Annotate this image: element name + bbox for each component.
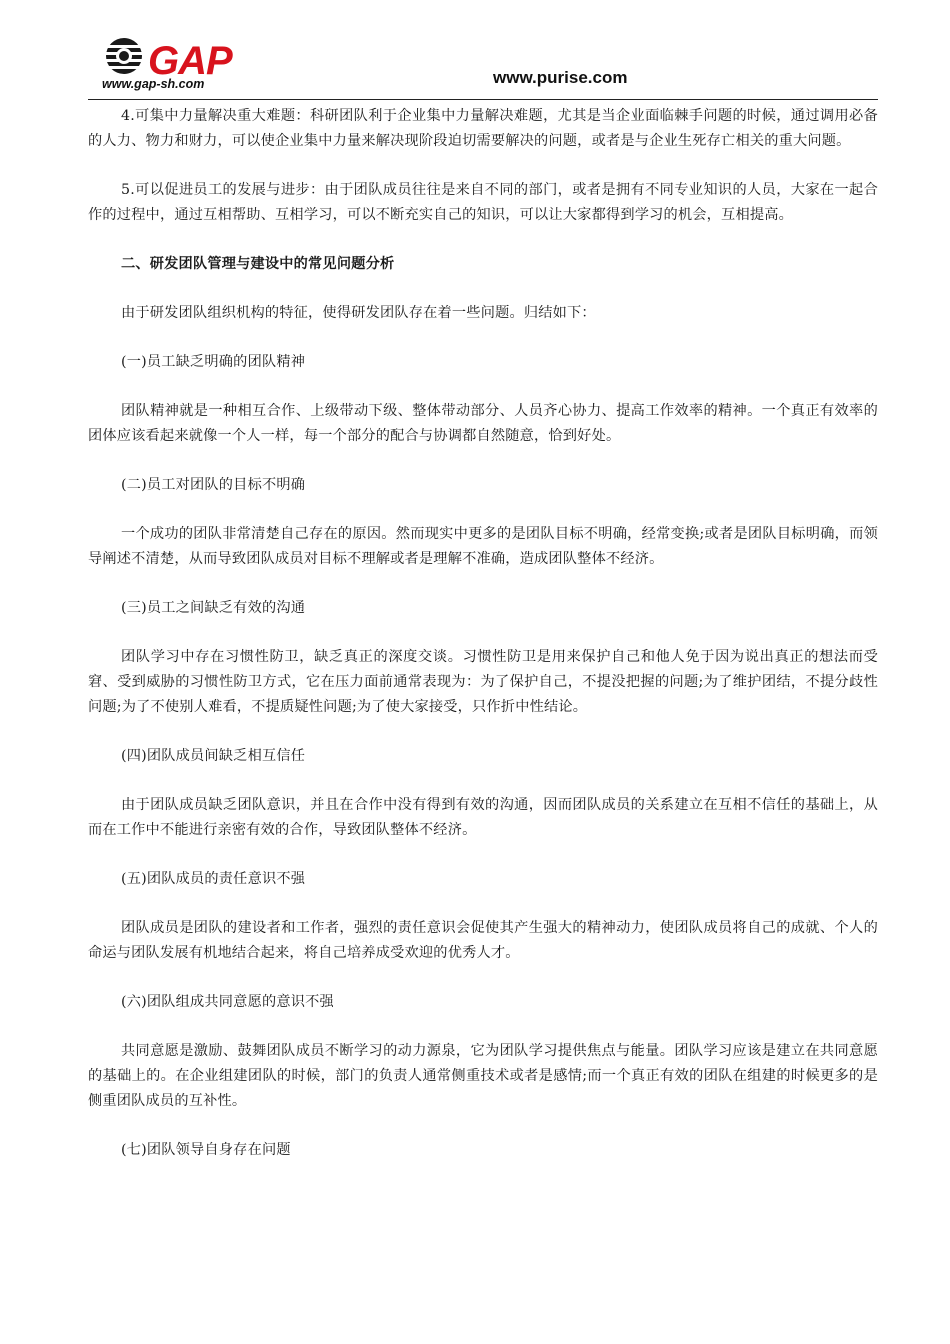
logo-wordmark: GAP [148,39,232,83]
subheading-6: (六)团队组成共同意愿的意识不强 [121,994,334,1010]
subheading-3: (三)员工之间缺乏有效的沟通 [121,600,306,616]
body-paragraph-2: 一个成功的团队非常清楚自己存在的原因。然而现实中更多的是团队目标不明确，经常变换;或者是团队目标明确，而领导阐述不清楚，从而导致团队成员对目标不理解或者是理解不准确，造成团队整体不经济。 [88,526,878,567]
globe-icon [104,38,144,74]
intro-paragraph: 由于研发团队组织机构的特征，使得研发团队存在着一些问题。归结如下： [121,305,596,321]
subheading-5: (五)团队成员的责任意识不强 [121,871,306,887]
body-paragraph-3: 团队学习中存在习惯性防卫，缺乏真正的深度交谈。习惯性防卫是用来保护自己和他人免于因为说出真正的想法而受窘、受到威胁的习惯性防卫方式，它在压力面前通常表现为：为了保护自己，不提没把握的问题;为了维护团结，不提分歧性问题;为了不使别人难看，不提质疑性问题;为了使大家接受，只作折中性结论。 [88,649,878,715]
document-body [88,104,878,1163]
body-paragraph-1: 团队精神就是一种相互合作、上级带动下级、整体带动部分、人员齐心协力、提高工作效率的精神。一个真正有效率的团体应该看起来就像一个人一样，每一个部分的配合与协调都自然随意，恰到好处。 [88,403,878,444]
body-paragraph-6: 共同意愿是激励、鼓舞团队成员不断学习的动力源泉，它为团队学习提供焦点与能量。团队学习应该是建立在共同意愿的基础上的。在企业组建团队的时候，部门的负责人通常侧重技术或者是感情;而一个真正有效的团队在组建的时候更多的是侧重团队成员的互补性。 [88,1043,878,1109]
section-heading: 二、研发团队管理与建设中的常见问题分析 [121,256,395,272]
header-divider [88,99,878,100]
subheading-1: (一)员工缺乏明确的团队精神 [121,354,306,370]
subheading-4: (四)团队成员间缺乏相互信任 [121,748,306,764]
page-header [88,22,878,100]
body-paragraph-4: 由于团队成员缺乏团队意识，并且在合作中没有得到有效的沟通，因而团队成员的关系建立在互相不信任的基础上，从而在工作中不能进行亲密有效的合作，导致团队整体不经济。 [88,797,878,838]
paragraph-5: 5.可以促进员工的发展与进步：由于团队成员往往是来自不同的部门，或者是拥有不同专业知识的人员，大家在一起合作的过程中，通过互相帮助、互相学习，可以不断充实自己的知识，可以让大家都得到学习的机会，互相提高。 [88,182,878,223]
subheading-7: (七)团队领导自身存在问题 [121,1142,291,1158]
body-paragraph-5: 团队成员是团队的建设者和工作者，强烈的责任意识会促使其产生强大的精神动力，使团队成员将自己的成就、个人的命运与团队发展有机地结合起来，将自己培养成受欢迎的优秀人才。 [88,920,878,961]
subheading-2: (二)员工对团队的目标不明确 [121,477,306,493]
site-url[interactable]: www.purise.com [493,68,628,87]
paragraph-4: 4.可集中力量解决重大难题：科研团队利于企业集中力量解决难题，尤其是当企业面临棘手问题的时候，通过调用必备的人力、物力和财力，可以使企业集中力量来解决现阶段迫切需要解决的问题，或者是与企业生死存亡相关的重大问题。 [88,108,878,149]
logo-url[interactable]: www.gap-sh.com [102,77,205,91]
